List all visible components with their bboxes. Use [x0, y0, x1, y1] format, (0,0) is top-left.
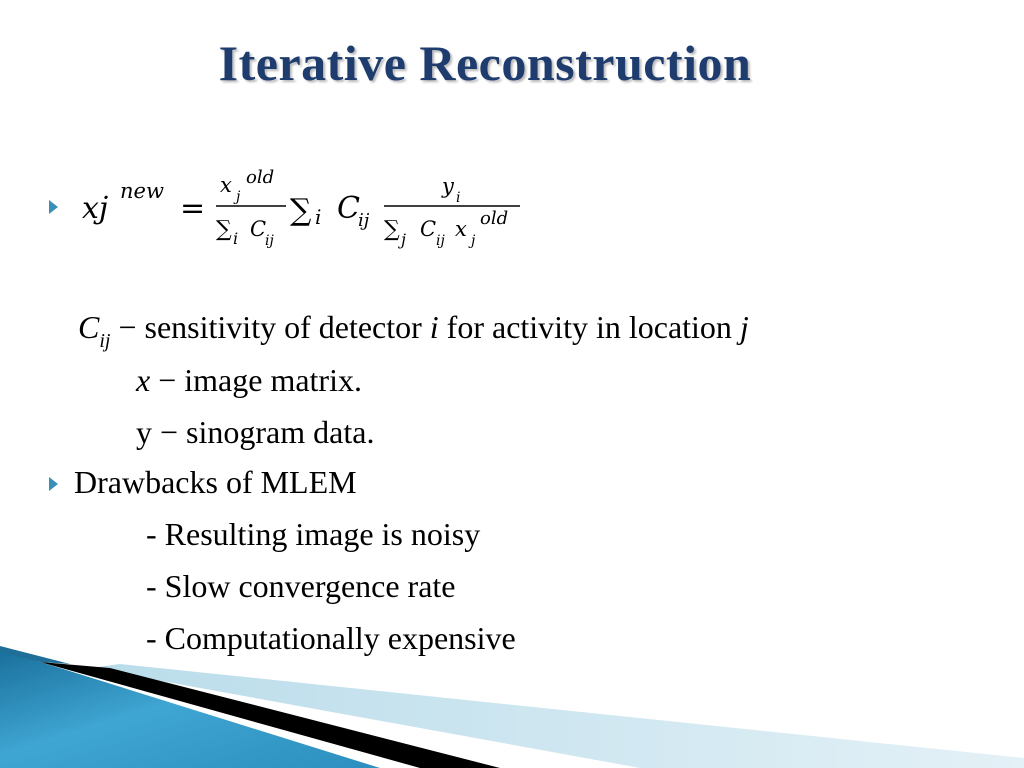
bullet-marker-drawbacks: [49, 477, 58, 491]
def-cij-subscript: ij: [99, 330, 111, 352]
frac2-den-var: C: [420, 217, 437, 241]
drawbacks-heading: Drawbacks of MLEM: [74, 464, 357, 500]
frac1-num-var: x: [220, 173, 232, 197]
slide-title: Iterative Reconstruction: [218, 35, 752, 91]
frac2-den-x-sup: old: [480, 208, 509, 229]
definition-x: [136, 362, 362, 399]
corner-swoosh-decoration: [0, 600, 1024, 768]
formula-lhs-sup: new: [120, 179, 164, 203]
def-cij-text: sensitivity of detector: [144, 309, 422, 345]
def-cij-var-i: i: [429, 309, 439, 345]
frac1-den-sum-sub: i: [233, 229, 239, 248]
def-y-dash: −: [160, 414, 179, 450]
frac1-num-sup: old: [246, 167, 275, 188]
frac1-den-var-sub: ij: [265, 233, 274, 249]
frac2-den-x: x: [455, 217, 467, 241]
drawback-item: - Resulting image is noisy: [146, 516, 481, 552]
drawback-item: - Computationally expensive: [146, 620, 516, 656]
def-x-dash: −: [158, 362, 177, 398]
frac2-den-var-sub: ij: [436, 233, 445, 249]
def-x-text: image matrix.: [184, 362, 362, 398]
frac2-den-x-sub: j: [471, 233, 476, 249]
def-cij-symbol: C: [78, 309, 100, 345]
def-cij-var-j: j: [739, 309, 749, 345]
sum-sub: i: [315, 205, 322, 229]
formula-lhs-var: xj: [82, 191, 109, 226]
definition-cij: [78, 309, 749, 353]
formula-equals: =: [180, 191, 206, 226]
sum-symbol: ∑: [290, 193, 312, 228]
frac2-den-sum: ∑: [384, 217, 400, 242]
frac2-num-sub: i: [456, 190, 461, 206]
coef-var: C: [337, 191, 360, 226]
mlem-update-formula: [0, 0, 1024, 290]
definition-y: [136, 414, 374, 451]
coef-sub: ij: [358, 210, 370, 231]
def-cij-dash: −: [118, 309, 137, 345]
def-x-symbol: x: [136, 362, 151, 398]
frac1-den-var: C: [250, 217, 267, 241]
frac2-den-sum-sub: j: [401, 230, 406, 249]
def-y-text: sinogram data.: [186, 414, 375, 450]
def-cij-mid: for activity in location: [446, 309, 732, 345]
frac1-den-sum: ∑: [216, 217, 232, 242]
drawback-item: - Slow convergence rate: [146, 568, 456, 604]
def-y-symbol: y: [136, 414, 152, 450]
frac1-num-sub: j: [236, 189, 241, 205]
frac2-num-var: y: [442, 174, 454, 198]
